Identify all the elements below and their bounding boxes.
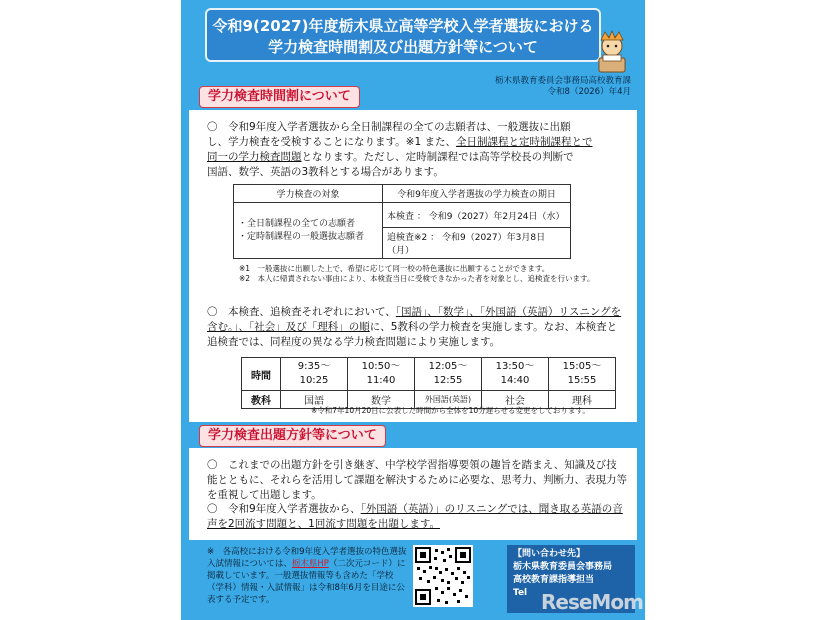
table-head-date: 令和9年度入学者選抜の学力検査の期日 xyxy=(383,185,571,203)
contact-title: 【問い合わせ先】 xyxy=(513,549,586,559)
exam-date-table xyxy=(233,184,571,259)
slot-1-subject: 国語 xyxy=(281,391,348,409)
p2-text-a: 〇 本検査、追検査それぞれにおいて、 xyxy=(207,306,396,318)
qr-code-icon[interactable] xyxy=(413,545,473,607)
s2-p2-underline: 「外国語（英語）」のリスニングでは、聞き取る英語の音声を2回流す問題と、1回流す問題を出題します。 xyxy=(207,503,623,530)
section-1-paragraph-1 xyxy=(207,120,627,180)
p1-text-d: 国語、数学、英語の3教科とする場合があります。 xyxy=(207,166,444,178)
contact-org-1: 栃木県教育委員会事務局 xyxy=(513,562,613,572)
section-1-paragraph-2 xyxy=(207,305,627,350)
poster-title xyxy=(205,8,601,62)
section-2-paragraph-1: 〇 これまでの出題方針を引き継ぎ、中学校学習指導要領の趣旨を踏まえ、知識及び技能とともに、それらを活用して課題を解決するために必要な、思考力、判断力、表現力等を重視して出題します。 xyxy=(207,459,627,501)
footer-note-a: ※ 各高校における令和9年度入学者選抜の特色選抜入試情報については、 xyxy=(207,547,407,569)
section-2-tab: 学力検査出題方針等について xyxy=(199,425,386,447)
subject-row-label: 教科 xyxy=(242,391,281,409)
slot-2-time: 10:50～ 11:40 xyxy=(348,358,415,391)
target-1: ・全日制課程の全ての志願者 xyxy=(238,218,356,229)
title-line-1: 令和9(2027)年度栃木県立高等学校入学者選抜における xyxy=(212,17,594,35)
mascot-character-icon xyxy=(593,30,631,74)
exam-schedule-table xyxy=(241,357,616,409)
main-exam-date: 本検査 ： 令和9（2027）年2月24日（水） xyxy=(383,203,571,228)
p1-text-c: となります。ただし、定時制課程では高等学校長の判断で xyxy=(301,151,574,163)
p1-underline-1: 全日制課程と定時制課程とで xyxy=(455,136,593,148)
slot-4-time: 13:50～ 14:40 xyxy=(482,358,549,391)
contact-org-2: 高校教育課指導担当 xyxy=(513,575,595,585)
contact-tel: Tel xyxy=(513,588,528,598)
footer-note xyxy=(207,546,407,606)
schedule-note: ※令和7年10月20日に公表した時間から全体を10分遅らせる変更をしております。 xyxy=(311,406,590,415)
title-line-2: 学力検査時間割及び出題方針等について xyxy=(268,38,538,56)
make-up-exam-date: 追検査※2 ： 令和9（2027）年3月8日（月） xyxy=(383,228,571,259)
resemom-watermark: ReseMom xyxy=(541,590,643,614)
time-row-label: 時間 xyxy=(242,358,281,391)
issue-date: 令和8（2026）年4月 xyxy=(547,87,631,97)
slot-5-time: 15:05～ 15:55 xyxy=(549,358,616,391)
section-2-paragraph-2 xyxy=(207,502,627,532)
footer-note-b: （二次元コード）に掲載しています。一般選抜情報等も含めた「学校（学科）情報・入試情報」は令和8年6月を目途に公表する予定です。 xyxy=(207,559,406,605)
slot-5-subject: 理科 xyxy=(549,391,616,409)
slot-3-time: 12:05～ 12:55 xyxy=(415,358,482,391)
prefecture-hp-link[interactable]: 栃木県HP xyxy=(291,559,329,569)
target-2: ・定時制課程の一般選抜志願者 xyxy=(238,231,365,242)
p1-underline-2: 同一の学力検査問題 xyxy=(207,151,302,163)
footnote-1: ※1 一般選抜に出願した上で、希望に応じて同一校の特色選抜に出願することができます。 xyxy=(239,264,550,273)
table-head-target: 学力検査の対象 xyxy=(234,185,383,203)
slot-1-time: 9:35～ 10:25 xyxy=(281,358,348,391)
slot-4-subject: 社会 xyxy=(482,391,549,409)
p1-text-a: 〇 令和9年度入学者選抜から全日制課程の全ての志願者は、一般選抜に出願 xyxy=(207,121,571,133)
footnotes xyxy=(239,264,629,284)
issuer-block xyxy=(495,76,631,98)
section-1-tab: 学力検査時間割について xyxy=(199,86,360,108)
issuer-org: 栃木県教育委員会事務局高校教育課 xyxy=(494,76,631,86)
target-cell xyxy=(234,203,383,259)
slot-3-subject: 外国語(英語) xyxy=(415,391,482,409)
footnote-2: ※2 本人に帰責されない事由により、本検査当日に受検できなかった者を対象とし、追検査を行います。 xyxy=(239,274,595,283)
p2-text-b: に、5教科の学力検査を実施します。なお、本検査と追検査では、同程度の異なる学力検査問題により実施します。 xyxy=(207,321,618,348)
s2-p2-text: 〇 令和9年度入学者選抜から、 xyxy=(207,503,361,515)
p1-text-b: し、学力検査を受検することになります。※1 また、 xyxy=(207,136,456,148)
p2-underline: 「国語」、「数学」、「外国語（英語）リスニングを含む。」、「社会」及び「理科」の順 xyxy=(207,306,622,333)
slot-2-subject: 数学 xyxy=(348,391,415,409)
notice-poster xyxy=(181,0,645,620)
